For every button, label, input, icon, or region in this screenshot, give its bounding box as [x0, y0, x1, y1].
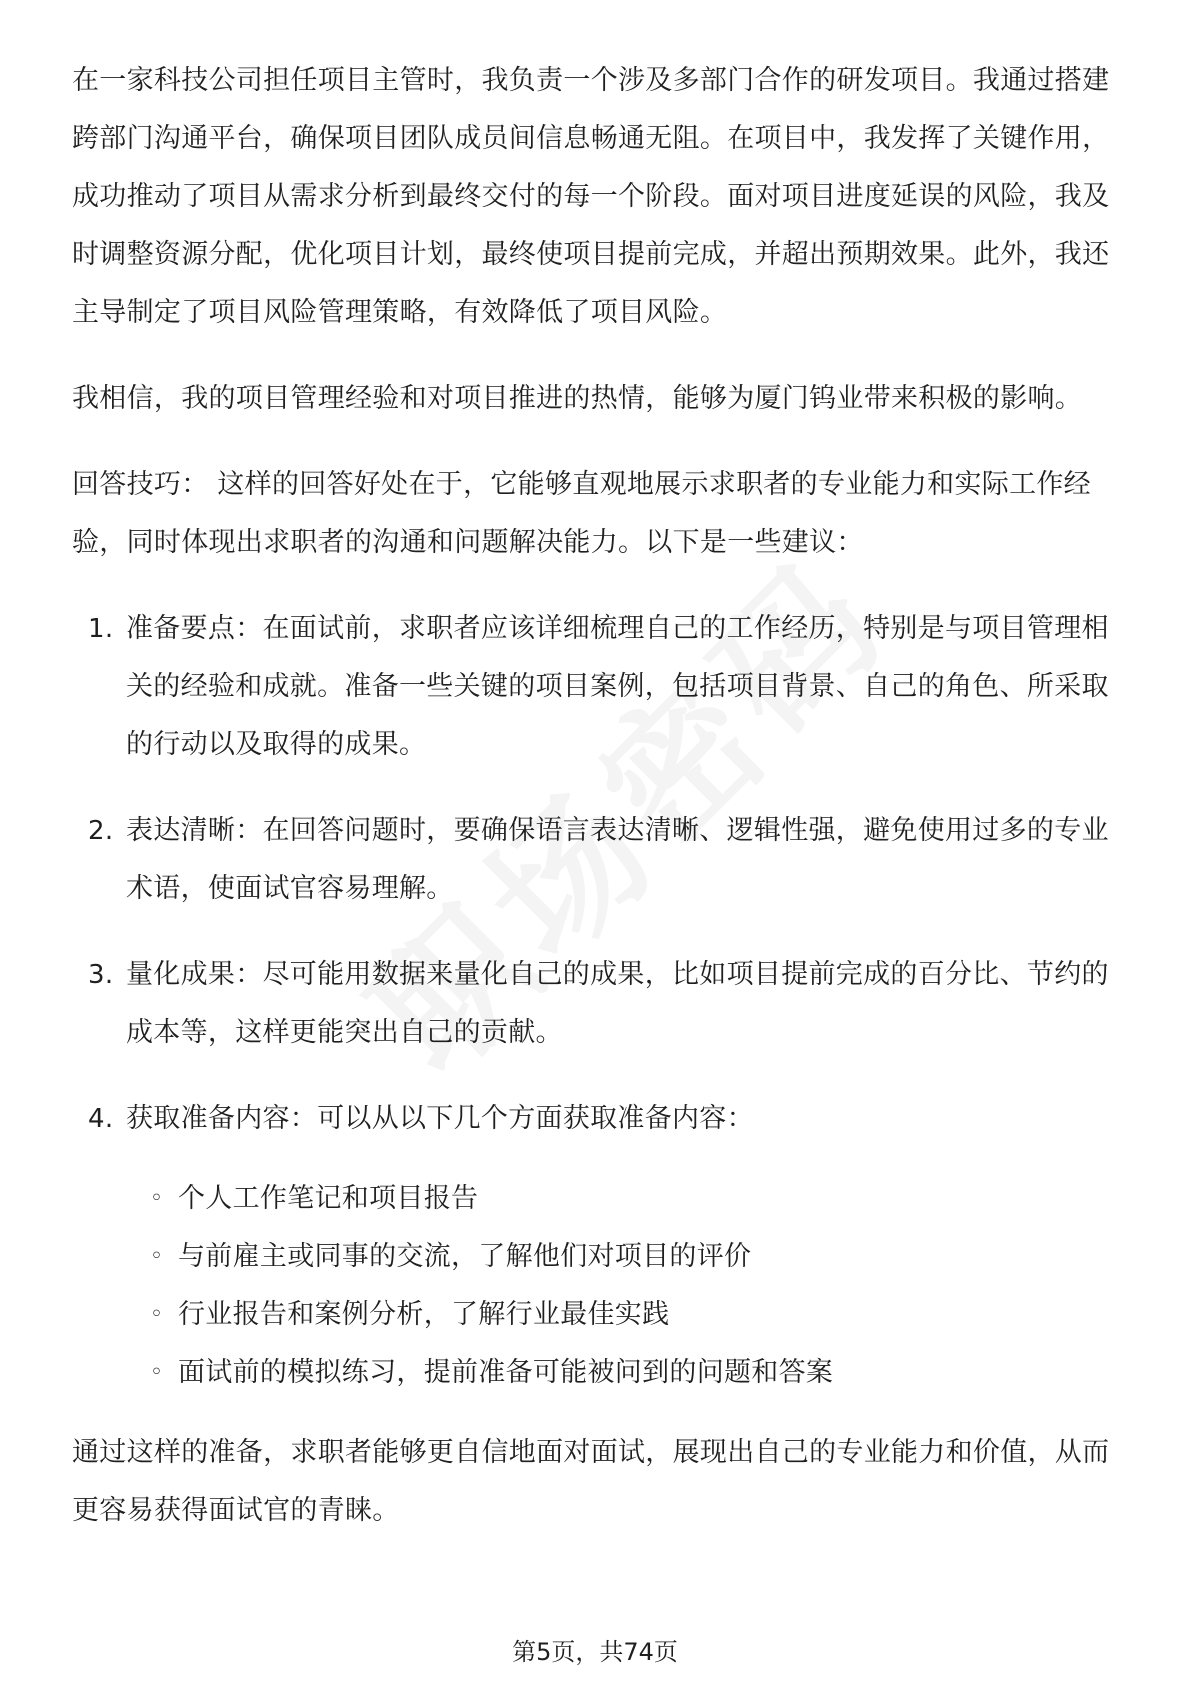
numbered-list — [72, 600, 1118, 1148]
list-item-text: 量化成果：尽可能用数据来量化自己的成果，比如项目提前完成的百分比、节约的成本等，这样更能突出自己的贡献。 — [126, 959, 1109, 1048]
bullet-icon: ◦ — [150, 1186, 164, 1211]
bullet-item — [72, 1228, 1118, 1286]
list-number: 3. — [88, 960, 114, 990]
list-item — [72, 802, 1118, 918]
bullet-item — [72, 1170, 1118, 1228]
paragraph-closing: 通过这样的准备，求职者能够更自信地面对面试，展现出自己的专业能力和价值，从而更容易获得面试官的青睐。 — [72, 1437, 1110, 1526]
bullet-icon: ◦ — [150, 1244, 164, 1269]
list-number: 2. — [88, 816, 114, 846]
page-content — [72, 52, 1118, 1540]
bullet-item — [72, 1344, 1118, 1402]
page-number-footer: 第5页，共74页 — [512, 1638, 678, 1666]
list-item — [72, 600, 1118, 774]
list-item-text: 准备要点：在面试前，求职者应该详细梳理自己的工作经历，特别是与项目管理相关的经验和成就。准备一些关键的项目案例，包括项目背景、自己的角色、所采取的行动以及取得的成果。 — [126, 613, 1109, 760]
paragraph-project-experience: 在一家科技公司担任项目主管时，我负责一个涉及多部门合作的研发项目。我通过搭建跨部门沟通平台，确保项目团队成员间信息畅通无阻。在项目中，我发挥了关键作用，成功推动了项目从需求分析到最终交付的每一个阶段。面对项目进度延误的风险，我及时调整资源分配，优化项目计划，最终使项目提前完成，并超出预期效果。此外，我还主导制定了项目风险管理策略，有效降低了项目风险。 — [72, 65, 1110, 328]
list-item — [72, 946, 1118, 1062]
list-item-text: 表达清晰：在回答问题时，要确保语言表达清晰、逻辑性强，避免使用过多的专业术语，使面试官容易理解。 — [126, 815, 1109, 904]
list-item — [72, 1090, 1118, 1148]
paragraph-belief: 我相信，我的项目管理经验和对项目推进的热情，能够为厦门钨业带来积极的影响。 — [72, 383, 1083, 414]
list-number: 4. — [88, 1104, 114, 1134]
bullet-item — [72, 1286, 1118, 1344]
bullet-item-text: 面试前的模拟练习，提前准备可能被问到的问题和答案 — [178, 1357, 834, 1388]
list-item-text: 获取准备内容：可以从以下几个方面获取准备内容： — [126, 1103, 754, 1134]
list-number: 1. — [88, 614, 114, 644]
bullet-item-text: 个人工作笔记和项目报告 — [178, 1183, 479, 1214]
bullet-icon: ◦ — [150, 1302, 164, 1327]
paragraph-answer-tips: 回答技巧： 这样的回答好处在于，它能够直观地展示求职者的专业能力和实际工作经验，同时体现出求职者的沟通和问题解决能力。以下是一些建议： — [72, 469, 1091, 558]
bullet-icon: ◦ — [150, 1360, 164, 1385]
bullet-item-text: 行业报告和案例分析，了解行业最佳实践 — [178, 1299, 670, 1330]
bullet-item-text: 与前雇主或同事的交流，了解他们对项目的评价 — [178, 1241, 752, 1272]
bullet-list — [72, 1170, 1118, 1402]
